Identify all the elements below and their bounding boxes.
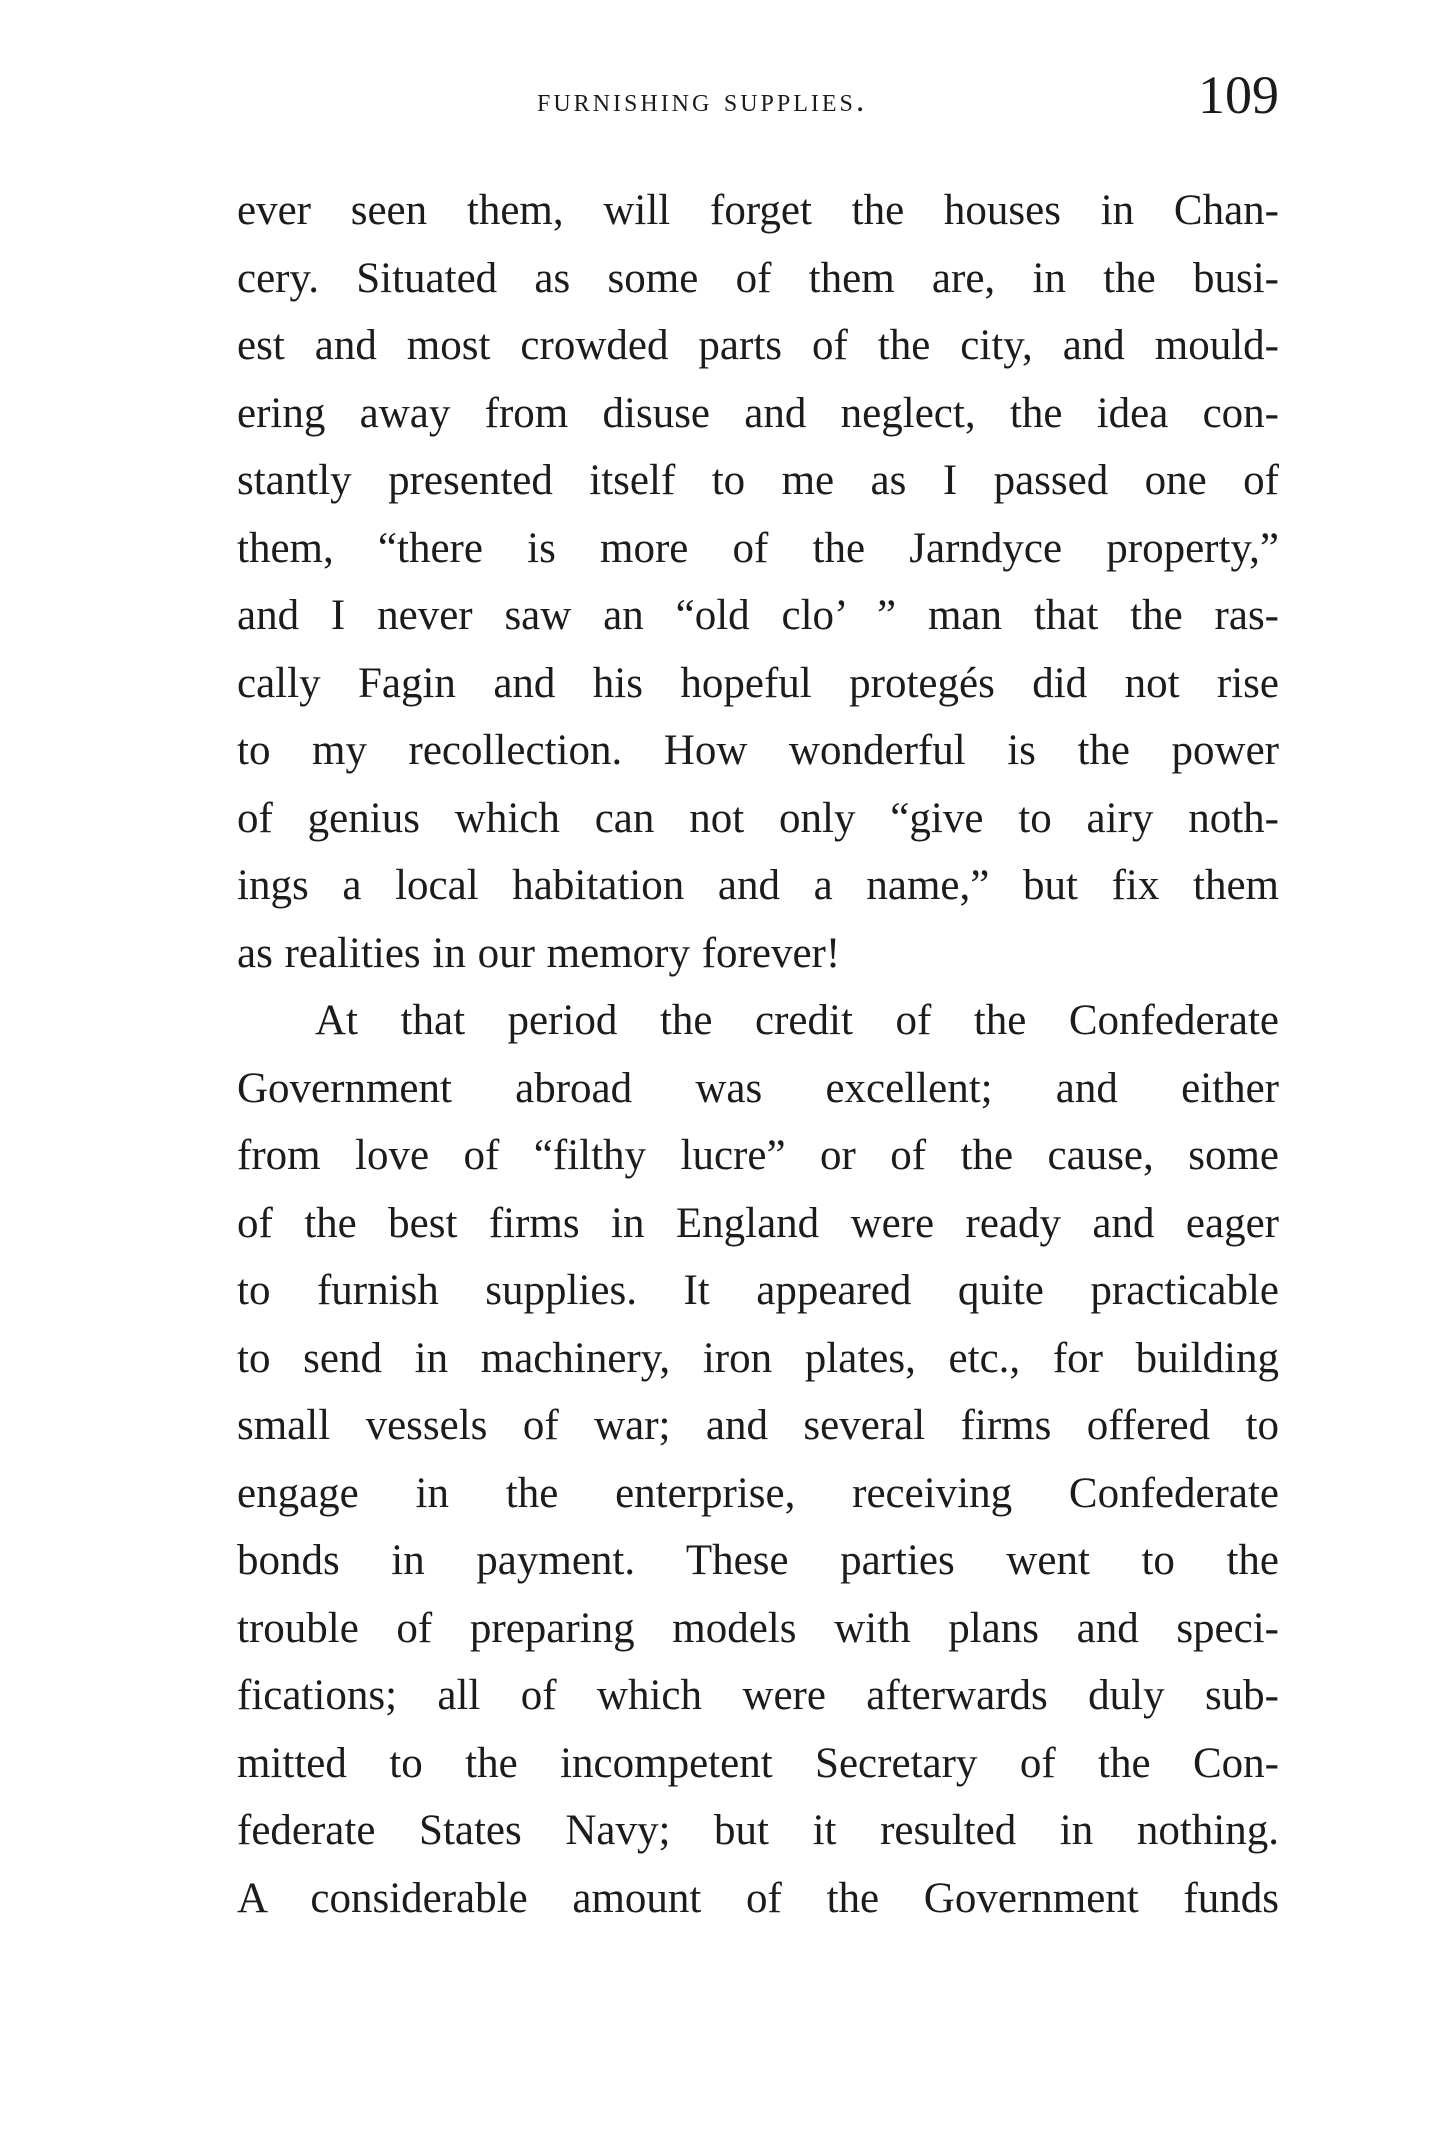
- text-line: to furnish supplies. It appeared quite practicable: [237, 1267, 1279, 1314]
- text-line: cery. Situated as some of them are, in the busi-: [237, 254, 1279, 302]
- text-line: small vessels of war; and several firms offered to: [237, 1402, 1279, 1449]
- text-line: from love of “filthy lucre” or of the cause, some: [237, 1132, 1279, 1179]
- running-head: [237, 65, 1279, 150]
- text-line: ever seen them, will forget the houses in Chan-: [237, 187, 1279, 234]
- text-line: engage in the enterprise, receiving Confederate: [237, 1469, 1279, 1517]
- text-line: of genius which can not only “give to airy noth-: [237, 794, 1279, 842]
- text-line: to send in machinery, iron plates, etc., for building: [237, 1334, 1279, 1382]
- page-number: 109: [1198, 65, 1279, 125]
- text-line: Government abroad was excellent; and either: [237, 1064, 1279, 1112]
- text-line: to my recollection. How wonderful is the power: [237, 727, 1279, 774]
- text-line: federate States Navy; but it resulted in nothing.: [237, 1807, 1279, 1854]
- body-text: [237, 177, 1279, 1932]
- text-line: cally Fagin and his hopeful protegés did not rise: [237, 659, 1279, 707]
- paragraph-end-line: as realities in our memory forever!: [237, 929, 841, 977]
- text-line: A considerable amount of the Government funds: [237, 1874, 1279, 1922]
- text-line: ering away from disuse and neglect, the idea con-: [237, 389, 1279, 437]
- text-line: of the best firms in England were ready and eager: [237, 1199, 1279, 1247]
- text-line: fications; all of which were afterwards duly sub-: [237, 1672, 1279, 1719]
- running-title: furnishing supplies.: [537, 82, 868, 119]
- text-line: them, “there is more of the Jarndyce property,”: [237, 524, 1279, 572]
- text-line: mitted to the incompetent Secretary of the Con-: [237, 1739, 1279, 1787]
- text-line: est and most crowded parts of the city, and mould-: [237, 322, 1279, 369]
- text-line: trouble of preparing models with plans and speci-: [237, 1604, 1279, 1652]
- text-line: bonds in payment. These parties went to the: [237, 1537, 1279, 1584]
- text-line: stantly presented itself to me as I passed one of: [237, 457, 1279, 504]
- text-line: and I never saw an “old clo’ ” man that the ras-: [237, 592, 1279, 639]
- text-line: ings a local habitation and a name,” but fix them: [237, 862, 1279, 909]
- paragraph-start-line: At that period the credit of the Confederate: [315, 997, 1279, 1044]
